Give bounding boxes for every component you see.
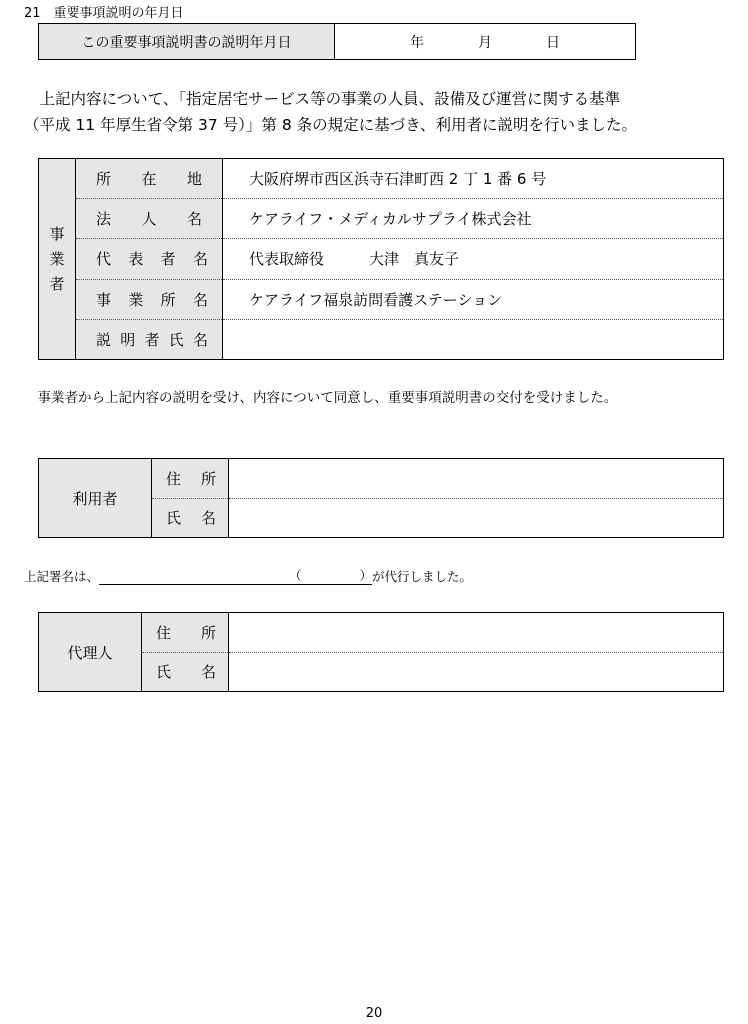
group-char: 事 xyxy=(49,224,65,243)
office-name-value: ケアライフ福泉訪問看護ステーション xyxy=(223,279,724,319)
proxy-prefix: 上記署名は、 xyxy=(24,569,100,584)
explanation-statement xyxy=(24,86,728,138)
page-number: 20 xyxy=(365,1006,383,1021)
proxy-suffix: が代行しました。 xyxy=(372,569,473,584)
user-signature-table xyxy=(38,458,724,538)
location-label: 所 在 地 xyxy=(76,159,223,199)
agent-name-label: 氏 名 xyxy=(142,652,229,692)
group-char: 者 xyxy=(49,274,65,293)
day-unit: 日 xyxy=(546,34,560,51)
section-title: 21 重要事項説明の年月日 xyxy=(24,6,184,21)
statement-line-1: 上記内容について、「指定居宅サービス等の事業の人員、設備及び運営に関する基準 xyxy=(24,90,621,108)
explanation-date-table xyxy=(38,23,636,60)
month-unit: 月 xyxy=(478,34,492,51)
representative-label: 代 表 者 名 xyxy=(76,239,223,279)
agent-name-field[interactable] xyxy=(229,652,724,692)
explanation-date-field[interactable] xyxy=(335,24,636,60)
user-address-field[interactable] xyxy=(229,459,724,499)
group-char: 業 xyxy=(49,249,65,268)
agent-address-label: 住 所 xyxy=(142,613,229,653)
office-name-label: 事 業 所 名 xyxy=(76,279,223,319)
explainer-name-field[interactable] xyxy=(223,319,724,359)
user-address-label: 住 所 xyxy=(152,459,229,499)
agent-address-field[interactable] xyxy=(229,613,724,653)
statement-line-2: （平成 11 年厚生省令第 37 号）」第 8 条の規定に基づき、利用者に説明を行いました。 xyxy=(24,116,638,134)
business-operator-table xyxy=(38,158,724,360)
year-unit: 年 xyxy=(410,34,424,51)
representative-value: 代表取締役 大津 真友子 xyxy=(223,239,724,279)
user-name-label: 氏 名 xyxy=(152,498,229,538)
proxy-signature-line xyxy=(24,567,472,585)
explanation-date-label: この重要事項説明書の説明年月日 xyxy=(39,24,335,60)
explainer-name-label: 説 明 者 氏 名 xyxy=(76,319,223,359)
user-name-field[interactable] xyxy=(229,498,724,538)
agent-signature-table xyxy=(38,612,724,692)
consent-statement xyxy=(24,386,728,410)
proxy-signer-blank[interactable] xyxy=(99,572,289,585)
user-group-label: 利用者 xyxy=(39,459,152,538)
corporation-name-value: ケアライフ・メディカルサプライ株式会社 xyxy=(223,199,724,239)
corporation-name-label: 法 人 名 xyxy=(76,199,223,239)
business-operator-group-label xyxy=(39,159,76,360)
agent-group-label: 代理人 xyxy=(39,613,142,692)
proxy-relation-blank[interactable]: （ ） xyxy=(289,568,373,583)
consent-text: 事業者から上記内容の説明を受け、内容について同意し、重要事項説明書の交付を受けました。 xyxy=(24,390,618,406)
location-value: 大阪府堺市西区浜寺石津町西 2 丁 1 番 6 号 xyxy=(223,159,724,199)
